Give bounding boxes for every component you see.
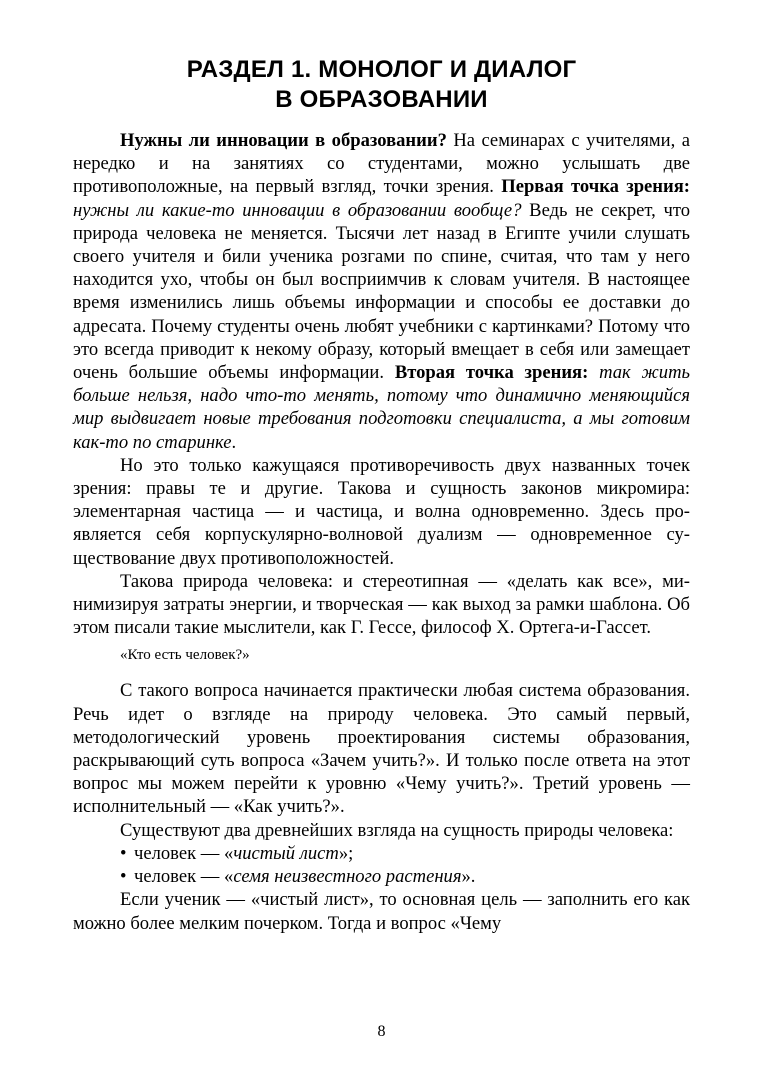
text: семя неизвестного растения <box>233 866 462 888</box>
list-item <box>120 842 690 865</box>
page-number: 8 <box>377 1023 386 1040</box>
bullet-icon: • <box>120 866 127 888</box>
page-body <box>73 55 690 935</box>
text: . <box>231 431 237 453</box>
title-line-2: В ОБРАЗОВАНИИ <box>275 86 488 113</box>
text: человек — « <box>134 866 234 888</box>
paragraph-6: Если ученик — «чистый лист», то основная цель — заполнить его как можно более мелким почерком. Тогда и вопрос «Чему <box>73 889 690 934</box>
section-title <box>73 55 690 115</box>
first-view-text: нужны ли какие-то инновации в образовании вообще? <box>73 199 522 221</box>
second-view-label: Вторая точка зрения: <box>394 362 589 384</box>
paragraph-3: Такова природа человека: и стереотипная — «делать как все», минимизируя затраты энергии, и творческая — как выход за рамки шаблона. Об этом писали такие мыслители, как Г. Гессе, философ Х. Ортега-и-Гассет. <box>73 570 690 639</box>
paragraph-1 <box>73 129 690 454</box>
text: чистый лист <box>233 842 339 864</box>
bullet-icon: • <box>120 842 127 864</box>
text: »; <box>338 842 354 864</box>
text: На семинарах с учителями, а нередко и на занятиях со студентами, можно услышать две противоположные, на первый взгляд, точки зрения. <box>73 130 690 198</box>
title-line-1: РАЗДЕЛ 1. МОНОЛОГ И ДИАЛОГ <box>186 56 577 83</box>
text: ». <box>461 866 476 888</box>
second-view-text: так жить больше нельзя, надо что-то менять, потому что динамично меняющийся мир выдвигает новые требования подготовки специалиста, а мы готовим как-то по старинке <box>73 362 690 453</box>
paragraph-4: С такого вопроса начинается практически любая система образования. Речь идет о взгляде на природу человека. Это самый первый, методологический уровень проектирования системы образования, раскрывающий суть вопроса «Зачем учить?». И только после ответа на этот вопрос мы можем перейти к уровню «Чему учить?». Третий уровень — исполнительный — «Как учить?». <box>73 680 690 818</box>
first-view-label: Первая точка зрения: <box>501 176 690 198</box>
subheading: «Кто есть человек?» <box>120 647 250 664</box>
list-item <box>120 865 690 888</box>
paragraph-5: Существуют два древнейших взгляда на сущность природы человека: <box>120 819 674 841</box>
text: Ведь не секрет, что природа человека не меняется. Тысячи лет назад в Египте учили слушать своего учителя и били ученика розгами по спине, считая, что там у него находится ухо, чтобы он был восприимчив к словам учителя. В настоящее время изменились лишь объемы информации и способы ее доставки до адресата. Почему студенты очень любят учебники с картинками? Потому что это всегда приводит к некому образу, который вмещает в себя или замещает очень большие объемы информации. <box>73 199 690 384</box>
text: человек — « <box>134 842 234 864</box>
question-heading: Нужны ли инновации в образовании? <box>120 130 447 151</box>
paragraph-2: Но это только кажущаяся противоречивость двух названных точек зрения: правы те и другие. Такова и сущность законов микромира: элементарная частица — и частица, и волна одновременно. Здесь проявляется себя корпускулярно-волновой дуализм — одновременное существование двух противоположностей. <box>73 454 690 569</box>
